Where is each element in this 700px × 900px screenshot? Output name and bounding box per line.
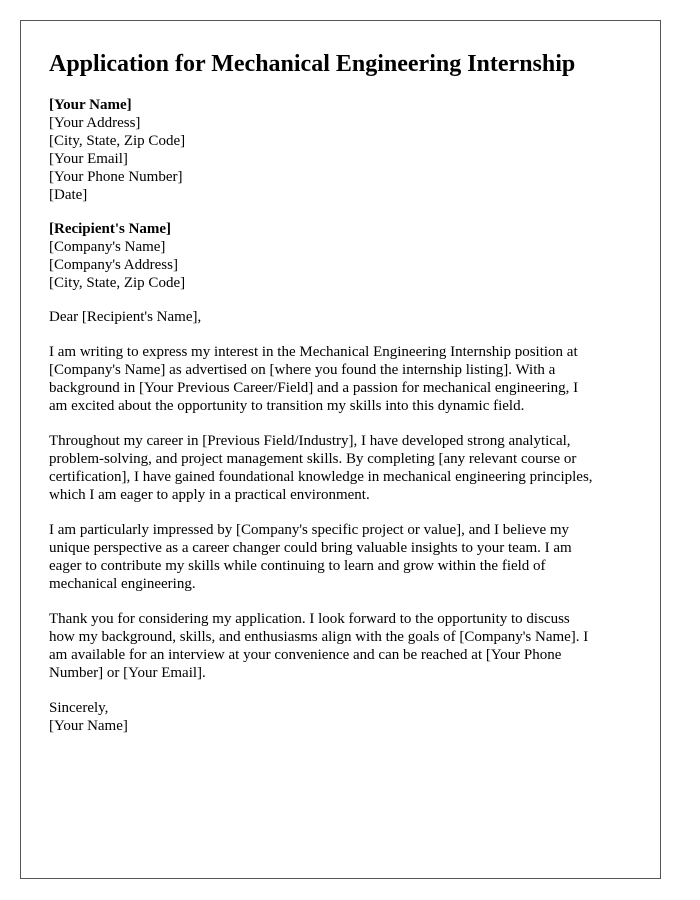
recipient-city-state-zip: [City, State, Zip Code] bbox=[49, 275, 186, 291]
letter-page bbox=[20, 20, 661, 879]
recipient-block bbox=[49, 220, 632, 292]
paragraph-line: problem-solving, and project management skills. By completing [any relevant course or bbox=[49, 451, 577, 467]
sender-block bbox=[49, 96, 632, 204]
paragraph-line: eager to contribute my skills while continuing to learn and grow within the field of bbox=[49, 558, 546, 574]
paragraph-line: which I am eager to apply in a practical environment. bbox=[49, 487, 370, 503]
recipient-name: [Recipient's Name] bbox=[49, 221, 172, 237]
paragraph-line: Throughout my career in [Previous Field/Industry], I have developed strong analytical, bbox=[49, 433, 571, 449]
paragraph-line: am available for an interview at your convenience and can be reached at [Your Phone bbox=[49, 647, 562, 663]
body-paragraph-2 bbox=[49, 432, 632, 504]
sender-phone: [Your Phone Number] bbox=[49, 169, 183, 185]
letter-date: [Date] bbox=[49, 187, 88, 203]
paragraph-line: Number] or [Your Email]. bbox=[49, 665, 206, 681]
paragraph-line: am excited about the opportunity to transition my skills into this dynamic field. bbox=[49, 398, 525, 414]
recipient-company: [Company's Name] bbox=[49, 239, 166, 255]
letter-title: Application for Mechanical Engineering Internship bbox=[49, 51, 576, 77]
body-paragraph-3 bbox=[49, 521, 632, 593]
sender-address: [Your Address] bbox=[49, 115, 141, 131]
signature-name: [Your Name] bbox=[49, 718, 128, 734]
closing: Sincerely, bbox=[49, 700, 109, 716]
paragraph-line: background in [Your Previous Career/Field] and a passion for mechanical engineering, I bbox=[49, 380, 579, 396]
paragraph-line: [Company's Name] as advertised on [where you found the internship listing]. With a bbox=[49, 362, 556, 378]
sender-email: [Your Email] bbox=[49, 151, 128, 167]
paragraph-line: certification], I have gained foundational knowledge in mechanical engineering principles, bbox=[49, 469, 593, 485]
paragraph-line: Thank you for considering my application. I look forward to the opportunity to discuss bbox=[49, 611, 570, 627]
sender-city-state-zip: [City, State, Zip Code] bbox=[49, 133, 186, 149]
body-paragraph-4 bbox=[49, 610, 632, 682]
salutation: Dear [Recipient's Name], bbox=[49, 309, 202, 325]
sender-name: [Your Name] bbox=[49, 97, 132, 113]
paragraph-line: I am particularly impressed by [Company's specific project or value], and I believe my bbox=[49, 522, 570, 538]
body-paragraph-1 bbox=[49, 343, 632, 415]
paragraph-line: mechanical engineering. bbox=[49, 576, 196, 592]
paragraph-line: how my background, skills, and enthusiasms align with the goals of [Company's Name]. I bbox=[49, 629, 589, 645]
closing-block bbox=[49, 699, 632, 735]
paragraph-line: unique perspective as a career changer could bring valuable insights to your team. I am bbox=[49, 540, 572, 556]
recipient-company-address: [Company's Address] bbox=[49, 257, 178, 273]
paragraph-line: I am writing to express my interest in the Mechanical Engineering Internship position at bbox=[49, 344, 578, 360]
